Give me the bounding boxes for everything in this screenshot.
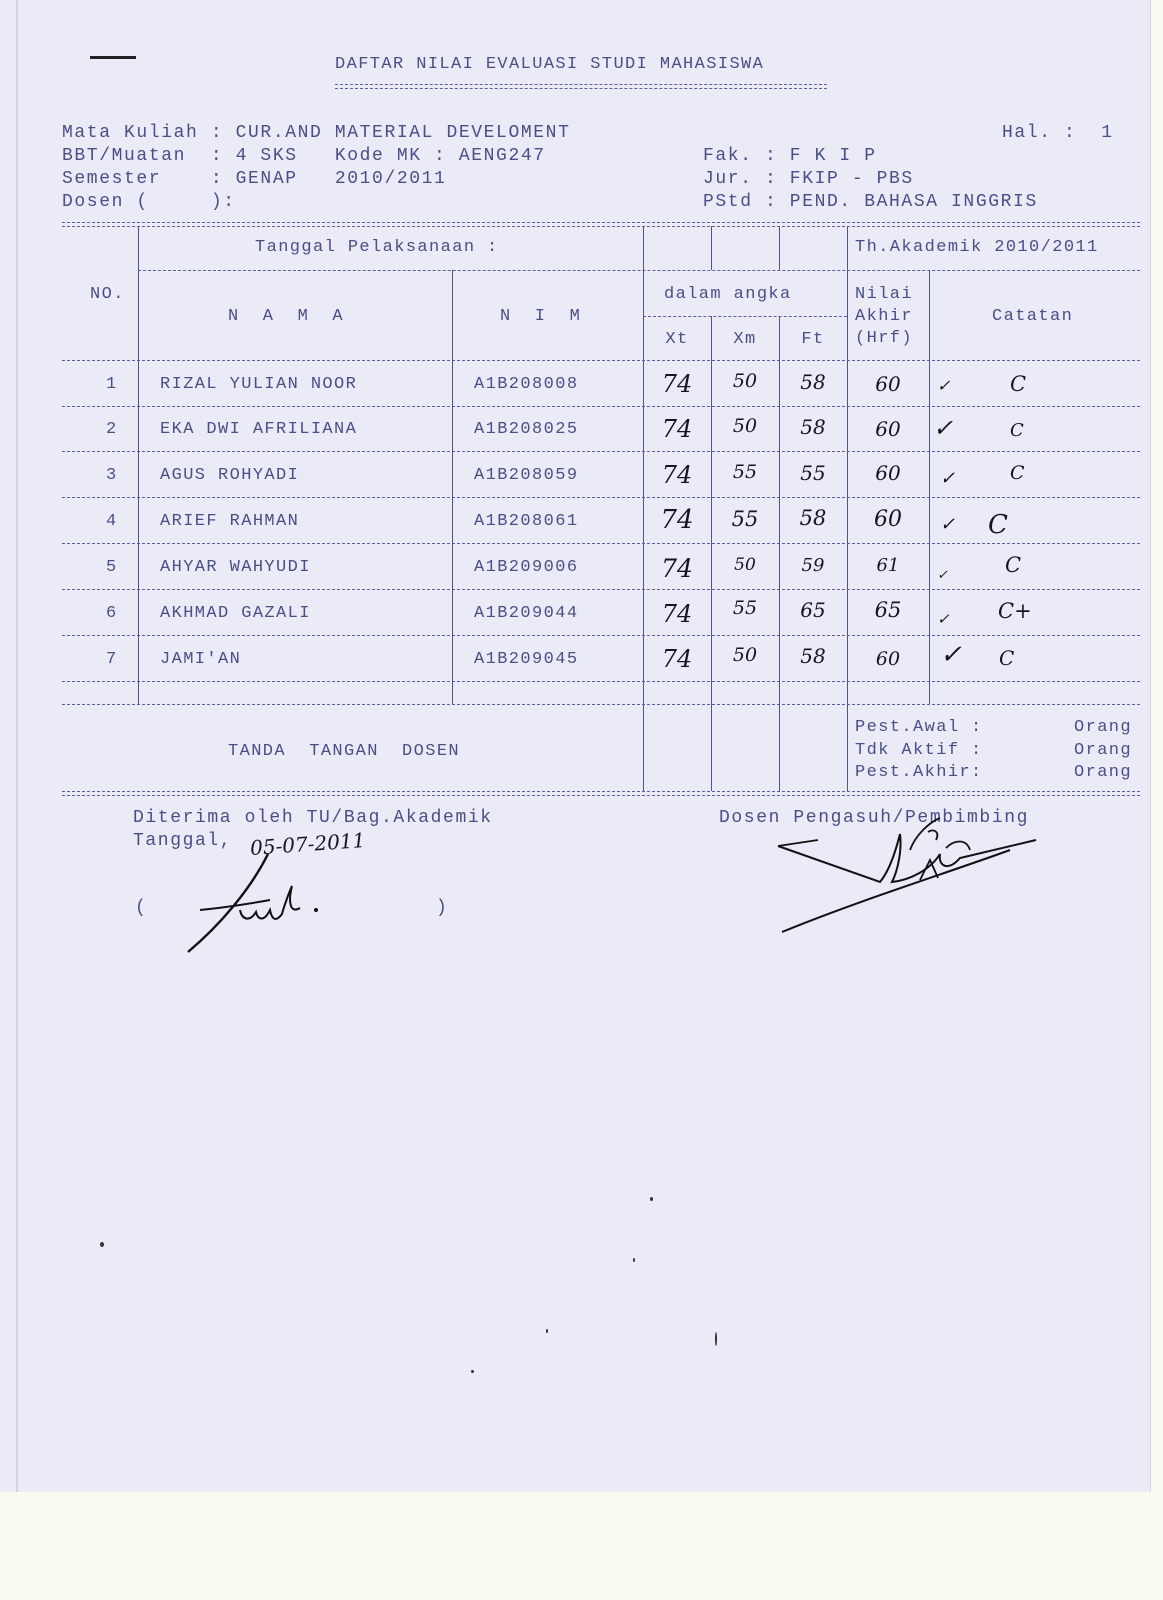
score-ft: 65	[800, 598, 826, 622]
score-ft: 58	[799, 506, 827, 530]
col-header-nilai-3: (Hrf)	[855, 329, 914, 348]
col-header-nilai-1: Nilai	[855, 285, 914, 304]
score-ft: 59	[801, 555, 825, 576]
row-no: 5	[106, 558, 118, 577]
row-no: 1	[106, 375, 118, 394]
paren-close: )	[436, 898, 449, 918]
paper-speck	[650, 1197, 653, 1201]
paper-speck	[100, 1242, 104, 1247]
final-score: 60	[874, 507, 902, 532]
letter-grade: C	[1010, 372, 1027, 396]
student-nim: A1B209006	[474, 558, 579, 577]
student-name: AHYAR WAHYUDI	[160, 558, 311, 577]
score-xt: 74	[661, 554, 693, 583]
row-no: 7	[106, 650, 118, 669]
check-mark: ✓	[940, 468, 956, 489]
check-mark: ✓	[940, 640, 962, 670]
student-nim: A1B208008	[474, 375, 579, 394]
student-name: AKHMAD GAZALI	[160, 604, 311, 623]
dosen-pengasuh-label: Dosen Pengasuh/Pembimbing	[719, 808, 1030, 828]
score-xm: 50	[732, 644, 758, 666]
pest-akhir-label: Pest.Akhir:	[855, 763, 983, 782]
tdk-aktif-unit: Orang	[1074, 741, 1133, 760]
paper-speck	[715, 1332, 717, 1346]
score-xm: 55	[732, 461, 758, 483]
document-title: DAFTAR NILAI EVALUASI STUDI MAHASISWA	[335, 55, 765, 74]
student-name: RIZAL YULIAN NOOR	[160, 375, 358, 394]
score-ft: 58	[800, 370, 826, 394]
received-date-handwritten: 05-07-2011	[249, 828, 367, 860]
score-xm: 55	[731, 507, 759, 531]
check-mark: ✓	[937, 610, 950, 628]
score-ft: 58	[800, 415, 826, 439]
score-xt: 74	[661, 415, 693, 443]
paper-speck	[633, 1258, 635, 1262]
score-xm: 50	[734, 555, 756, 575]
final-score: 61	[876, 555, 900, 576]
final-score: 60	[875, 417, 901, 441]
page-number: Hal. : 1	[1002, 123, 1114, 143]
tdk-aktif-label: Tdk Aktif :	[855, 741, 983, 760]
col-header-nim: N I M	[500, 307, 582, 326]
final-score: 60	[875, 648, 901, 670]
department: Jur. : FKIP - PBS	[703, 169, 914, 189]
tanggal-pelaksanaan-label: Tanggal Pelaksanaan :	[255, 238, 499, 257]
letter-grade: C	[988, 510, 1008, 540]
final-score: 60	[875, 372, 901, 396]
score-xt: 74	[661, 645, 693, 673]
col-header-nilai-2: Akhir	[855, 307, 914, 326]
lecturer-signature	[770, 810, 1040, 940]
margin-dash	[90, 56, 136, 59]
pest-akhir-unit: Orang	[1074, 763, 1133, 782]
col-header-dalam-angka: dalam angka	[664, 285, 792, 304]
student-nim: A1B208059	[474, 466, 579, 485]
lecturer-field: Dosen ( ):	[62, 192, 236, 212]
letter-grade: C	[1005, 553, 1022, 577]
final-score: 60	[875, 461, 901, 485]
row-no: 6	[106, 604, 118, 623]
letter-grade: C+	[998, 599, 1032, 623]
col-header-ft: Ft	[801, 330, 825, 349]
letter-grade: C	[999, 646, 1015, 670]
student-name: ARIEF RAHMAN	[160, 512, 300, 531]
paren-open: (	[135, 898, 148, 918]
row-no: 2	[106, 420, 118, 439]
letter-grade: C	[1010, 462, 1025, 484]
col-header-xm: Xm	[733, 330, 757, 349]
check-mark: ✓	[933, 414, 954, 442]
score-xm: 50	[732, 370, 758, 392]
score-ft: 58	[800, 644, 826, 668]
student-nim: A1B208061	[474, 512, 579, 531]
score-ft: 55	[800, 461, 826, 485]
credit-and-code: BBT/Muatan : 4 SKS Kode MK : AENG247	[62, 146, 546, 166]
academic-year: Th.Akademik 2010/2011	[855, 238, 1099, 257]
title-underline	[335, 84, 827, 89]
col-header-xt: Xt	[665, 330, 689, 349]
semester: Semester : GENAP 2010/2011	[62, 169, 447, 189]
study-program: PStd : PEND. BAHASA INGGRIS	[703, 192, 1038, 212]
score-xt: 74	[661, 370, 693, 398]
score-xt: 74	[661, 461, 693, 489]
score-xm: 50	[732, 415, 758, 437]
final-score: 65	[874, 598, 902, 622]
check-mark: ✓	[940, 514, 956, 535]
row-no: 3	[106, 466, 118, 485]
received-date-label: Tanggal,	[133, 831, 233, 851]
student-name: JAMI'AN	[160, 650, 242, 669]
faculty: Fak. : F K I P	[703, 146, 877, 166]
row-no: 4	[106, 512, 118, 531]
check-mark: ✓	[937, 568, 948, 583]
col-header-catatan: Catatan	[992, 307, 1074, 326]
pest-awal-unit: Orang	[1074, 718, 1133, 737]
course-name: Mata Kuliah : CUR.AND MATERIAL DEVELOMENT	[62, 123, 571, 143]
paper-speck	[546, 1329, 548, 1333]
score-xm: 55	[732, 597, 758, 619]
pest-awal-label: Pest.Awal :	[855, 718, 983, 737]
tanda-tangan-dosen-label: TANDA TANGAN DOSEN	[228, 742, 461, 761]
check-mark: ✓	[937, 376, 951, 395]
received-by-label: Diterima oleh TU/Bag.Akademik	[133, 808, 493, 828]
student-nim: A1B209045	[474, 650, 579, 669]
admin-signature	[180, 850, 350, 960]
score-xt: 74	[661, 600, 693, 628]
letter-grade: C	[1010, 420, 1024, 441]
student-name: AGUS ROHYADI	[160, 466, 300, 485]
score-xt: 74	[660, 505, 694, 535]
student-nim: A1B208025	[474, 420, 579, 439]
col-header-nama: N A M A	[228, 307, 345, 326]
student-name: EKA DWI AFRILIANA	[160, 420, 358, 439]
paper-speck	[471, 1370, 474, 1373]
student-nim: A1B209044	[474, 604, 579, 623]
col-header-no: NO.	[90, 285, 125, 304]
